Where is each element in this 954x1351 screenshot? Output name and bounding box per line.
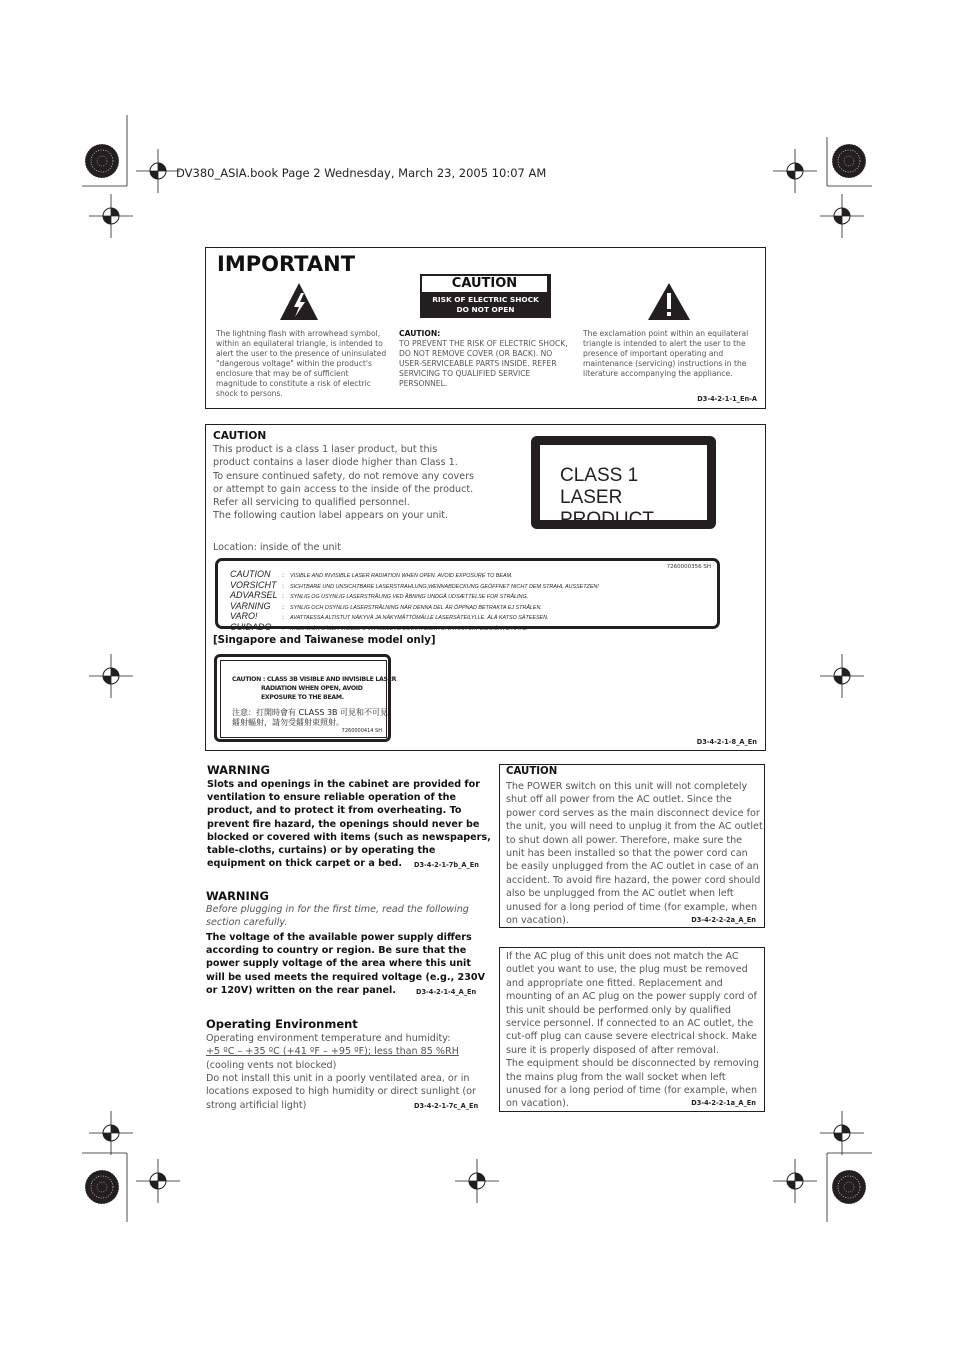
label-row-language: CUIDADO	[230, 622, 272, 632]
warning-voltage-intro-2: section carefully.	[206, 917, 288, 928]
operating-line-6: strong artificial light)	[206, 1100, 307, 1111]
label-row: VARNING : SYNLIG OCH OSYNLIG LASERSTRÅLNING NÄR DENNA DEL ÄR ÖPPNAD BETRAKTA EJ STRÅLEN.	[230, 600, 542, 611]
laser-line-3: To ensure continued safety, do not remove any covers	[213, 471, 475, 482]
label-row-text: VISIBLE AND INVISIBLE LASER RADIATION WHEN OPEN. AVOID EXPOSURE TO BEAM.	[290, 573, 513, 579]
caution-power-heading: CAUTION	[506, 766, 558, 777]
caution-power-line-3: power cord serves as the main disconnect device for	[506, 807, 760, 819]
caution-label	[420, 274, 551, 318]
operating-line-1: Operating environment temperature and humidity:	[206, 1033, 451, 1044]
file-info-header: DV380_ASIA.book Page 2 Wednesday, March 23, 2005 10:07 AM	[176, 166, 547, 180]
ac-plug-line-1: If the AC plug of this unit does not match the AC	[506, 951, 739, 962]
ac-plug-line-5: this unit should be performed only by qualified	[506, 1004, 731, 1016]
label-row-text: SYNLIG OG USYNLIG LASERSTRÅLING VED ÅBNING UNDGÅ UDSÆTTELSE FOR STRÅLING.	[290, 594, 529, 601]
warning-ventilation-line-4: prevent fire hazard, the openings should never be	[207, 819, 480, 830]
warning-voltage-code: D3-4-2-1-4_A_En	[416, 988, 477, 996]
label-row: ADVARSEL : SYNLIG OG USYNLIG LASERSTRÅLING VED ÅBNING UNDGÅ UDSÆTTELSE FOR STRÅLING.	[230, 590, 529, 601]
caution-center-heading: CAUTION:	[399, 329, 441, 338]
ac-plug-code: D3-4-2-2-1a_A_En	[691, 1099, 756, 1107]
warning-voltage-line-3: power supply voltage of the area where this unit	[206, 958, 471, 969]
label-row-text: SYNLIG OCH OSYNLIG LASERSTRÅLNING NÄR DENNA DEL ÄR ÖPPNAD BETRAKTA EJ STRÅLEN.	[290, 604, 542, 611]
caution-power-section	[499, 764, 765, 928]
warning-ventilation-line-1: Slots and openings in the cabinet are provided for	[207, 779, 480, 790]
class1-laser-label	[531, 436, 716, 529]
laser-code: D3-4-2-1-8_A_En	[696, 738, 757, 746]
caution-power-line-11: on vacation).	[506, 915, 569, 927]
label-row-text: RADIACIÓN LÁSER VISIBLE E INVISIBLE AL ESTAR ABIERTO. EVITAR EXPOSICIÓN AL RAYO.	[290, 626, 528, 632]
operating-line-4: Do not install this unit in a poorly ventilated area, or in	[206, 1073, 470, 1084]
operating-environment-heading: Operating Environment	[206, 1017, 358, 1031]
warning-ventilation-line-7: equipment on thick carpet or a bed.	[207, 858, 403, 869]
laser-line-6: The following caution label appears on your unit.	[213, 510, 449, 521]
caution-power-line-6: unit has been installed so that the power cord can	[506, 848, 748, 860]
warning-ventilation-line-5: blocked or covered with items (such as newspapers,	[207, 832, 491, 843]
ac-plug-line-10: the mains plug from the wall socket when left	[506, 1071, 726, 1083]
warning-voltage-heading: WARNING	[206, 889, 269, 903]
label-row: VARO! : AVATTAESSA ALTISTUT NÄKYVÄ JA NÄKYMÄTTÖMÄLLE LASERSÄTEILYLLE. ÄLÄ KATSO SÄTEESEN.	[230, 611, 549, 622]
label-location: Location: inside of the unit	[213, 542, 341, 553]
warning-ventilation-line-6: table-cloths, curtains) or by operating the	[207, 845, 436, 856]
label-row: CAUTION : VISIBLE AND INVISIBLE LASER RADIATION WHEN OPEN. AVOID EXPOSURE TO BEAM.	[230, 569, 513, 579]
label-row-text: AVATTAESSA ALTISTUT NÄKYVÄ JA NÄKYMÄTTÖMÄLLE LASERSÄTEILYLLE. ÄLÄ KATSO SÄTEESEN.	[290, 615, 549, 622]
caution-power-line-5: to shut down all power. Therefore, make sure the	[506, 834, 743, 846]
warning-ventilation-heading: WARNING	[207, 763, 270, 777]
label-row-language: VARO!	[230, 611, 258, 622]
sg-label-line3: EXPOSURE TO THE BEAM.	[261, 694, 344, 701]
warning-voltage-line-4: will be used meets the required voltage (e.g., 230V	[206, 972, 486, 983]
label-row-language: CAUTION	[230, 569, 271, 579]
label-row-language: ADVARSEL	[230, 590, 278, 601]
caution-power-line-2: shut off all power from the AC outlet. Since the	[506, 794, 732, 806]
class1-label-line2: LASER PRODUCT	[560, 487, 654, 530]
caution-label-title: CAUTION	[422, 276, 547, 292]
ac-plug-line-6: service personnel. If connected to an AC outlet, the	[506, 1018, 754, 1030]
ac-plug-line-4: mounting of an AC plug on the power supply cord of	[506, 991, 757, 1003]
warning-voltage-intro-1: Before plugging in for the first time, read the following	[206, 904, 469, 915]
caution-power-code: D3-4-2-2-2a_A_En	[691, 916, 756, 924]
caution-power-line-10: unused for a long period of time (for example, when	[506, 901, 758, 913]
warning-voltage-line-2: according to country or region. Be sure that the	[206, 945, 467, 956]
caution-power-line-9: also be unplugged from the AC outlet when left	[506, 888, 734, 900]
caution-label-line2: DO NOT OPEN	[456, 305, 515, 314]
warning-ventilation-code: D3-4-2-1-7b_A_En	[414, 861, 479, 869]
warning-ventilation-line-2: ventilation to ensure reliable operation of the	[207, 792, 456, 803]
sg-label-line1: CAUTION : CLASS 3B VISIBLE AND INVISIBLE LASER	[232, 676, 397, 683]
label-row: VORSICHT : SICHTBARE UND UNSICHTBARE LASERSTRAHLUNG,WENNABDECKUNG GEÖFFNET NICHT DEM STRAHL AUSSETZEN!	[230, 579, 599, 590]
operating-line-2: +5 ºC – +35 ºC (+41 ºF – +95 ºF); less than 85 %RH	[206, 1046, 459, 1057]
warning-voltage-line-5: or 120V) written on the rear panel.	[206, 985, 396, 996]
caution-center-text: TO PREVENT THE RISK OF ELECTRIC SHOCK, DO NOT REMOVE COVER (OR BACK). NO USER-SERVICEABLE PARTS INSIDE. REFER SERVICING TO QUALIFIED SERVICE PERSONNEL.	[399, 339, 568, 388]
class1-label-line1: CLASS 1	[560, 465, 639, 486]
laser-line-4: or attempt to gain access to the inside of the product.	[213, 484, 474, 495]
sg-label-chinese-2: 鐳射輻射，請勿受鐳射束照射。	[232, 718, 344, 727]
singapore-laser-label	[214, 654, 397, 742]
operating-code: D3-4-2-1-7c_A_En	[414, 1102, 479, 1110]
exclamation-explanation: The exclamation point within an equilateral triangle is intended to alert the user to the presence of important operating and maintenance (servicing) instructions in the literature accompanying the appliance.	[583, 329, 749, 378]
multilingual-label-code: 7260000356 SH	[666, 564, 711, 570]
singapore-heading: [Singapore and Taiwanese model only]	[213, 635, 436, 646]
caution-power-line-7: be easily unplugged from the AC outlet in case of an	[506, 861, 759, 873]
operating-line-5: locations exposed to high humidity or direct sunlight (or	[206, 1086, 476, 1097]
sg-label-line2: RADIATION WHEN OPEN, AVOID	[261, 685, 363, 692]
ac-plug-line-11: unused for a long period of time (for example, when	[506, 1085, 758, 1097]
multilingual-laser-label	[215, 558, 720, 632]
laser-section	[205, 424, 766, 751]
lightning-explanation: The lightning flash with arrowhead symbol, within an equilateral triangle, is intended to alert the user to the presence of uninsulated "dangerous voltage" within the product's enclosure that may be of sufficient magnitude to constitute a risk of electric shock to persons.	[216, 329, 387, 398]
sg-label-chinese-1: 注意：打開時會有 CLASS 3B 可見和不可見	[232, 708, 389, 717]
caution-power-line-1: The POWER switch on this unit will not completely	[506, 781, 748, 792]
ac-plug-line-12: on vacation).	[506, 1098, 569, 1110]
laser-line-5: Refer all servicing to qualified personnel.	[213, 497, 410, 508]
ac-plug-line-8: sure it is properly disposed of after removal.	[506, 1044, 719, 1056]
lightning-warning-icon	[278, 281, 320, 323]
exclamation-warning-icon	[646, 281, 692, 323]
important-code: D3-4-2-1-1_En-A	[697, 395, 757, 403]
ac-plug-text	[506, 950, 759, 1111]
important-section	[205, 247, 766, 409]
operating-line-3: (cooling vents not blocked)	[206, 1060, 337, 1071]
caution-power-line-8: accident. To avoid fire hazard, the power cord should	[506, 874, 761, 886]
caution-label-line1: RISK OF ELECTRIC SHOCK	[432, 295, 539, 304]
label-row-language: VARNING	[230, 600, 271, 611]
warning-ventilation-line-3: product, and to protect it from overheating. To	[207, 805, 462, 816]
ac-plug-line-9: The equipment should be disconnected by removing	[506, 1058, 759, 1070]
ac-plug-section	[499, 947, 765, 1112]
sg-label-code: 7260000414 SH	[341, 728, 382, 734]
ac-plug-line-3: and appropriate one fitted. Replacement and	[506, 977, 723, 989]
label-row: CUIDADO : RADIACIÓN LÁSER VISIBLE E INVISIBLE AL ESTAR ABIERTO. EVITAR EXPOSICIÓN AL RAYO.	[230, 622, 528, 632]
laser-line-1: This product is a class 1 laser product, but this	[213, 444, 438, 455]
ac-plug-line-7: cut-off plug can cause severe electrical shock. Make	[506, 1031, 758, 1043]
warning-voltage-line-1: The voltage of the available power supply differs	[206, 932, 472, 943]
label-row-language: VORSICHT	[230, 579, 277, 590]
caution-power-text	[506, 780, 763, 927]
important-title: IMPORTANT	[217, 252, 356, 276]
laser-line-2: product contains a laser diode higher than Class 1.	[213, 457, 458, 468]
ac-plug-line-2: outlet you want to use, the plug must be removed	[506, 964, 748, 976]
laser-caution-heading: CAUTION	[213, 430, 267, 442]
label-row-text: SICHTBARE UND UNSICHTBARE LASERSTRAHLUNG,WENNABDECKUNG GEÖFFNET NICHT DEM STRAHL AUSSETZEN!	[290, 583, 599, 590]
caution-power-line-4: the unit, you will need to unplug it from the AC outlet	[506, 821, 763, 833]
